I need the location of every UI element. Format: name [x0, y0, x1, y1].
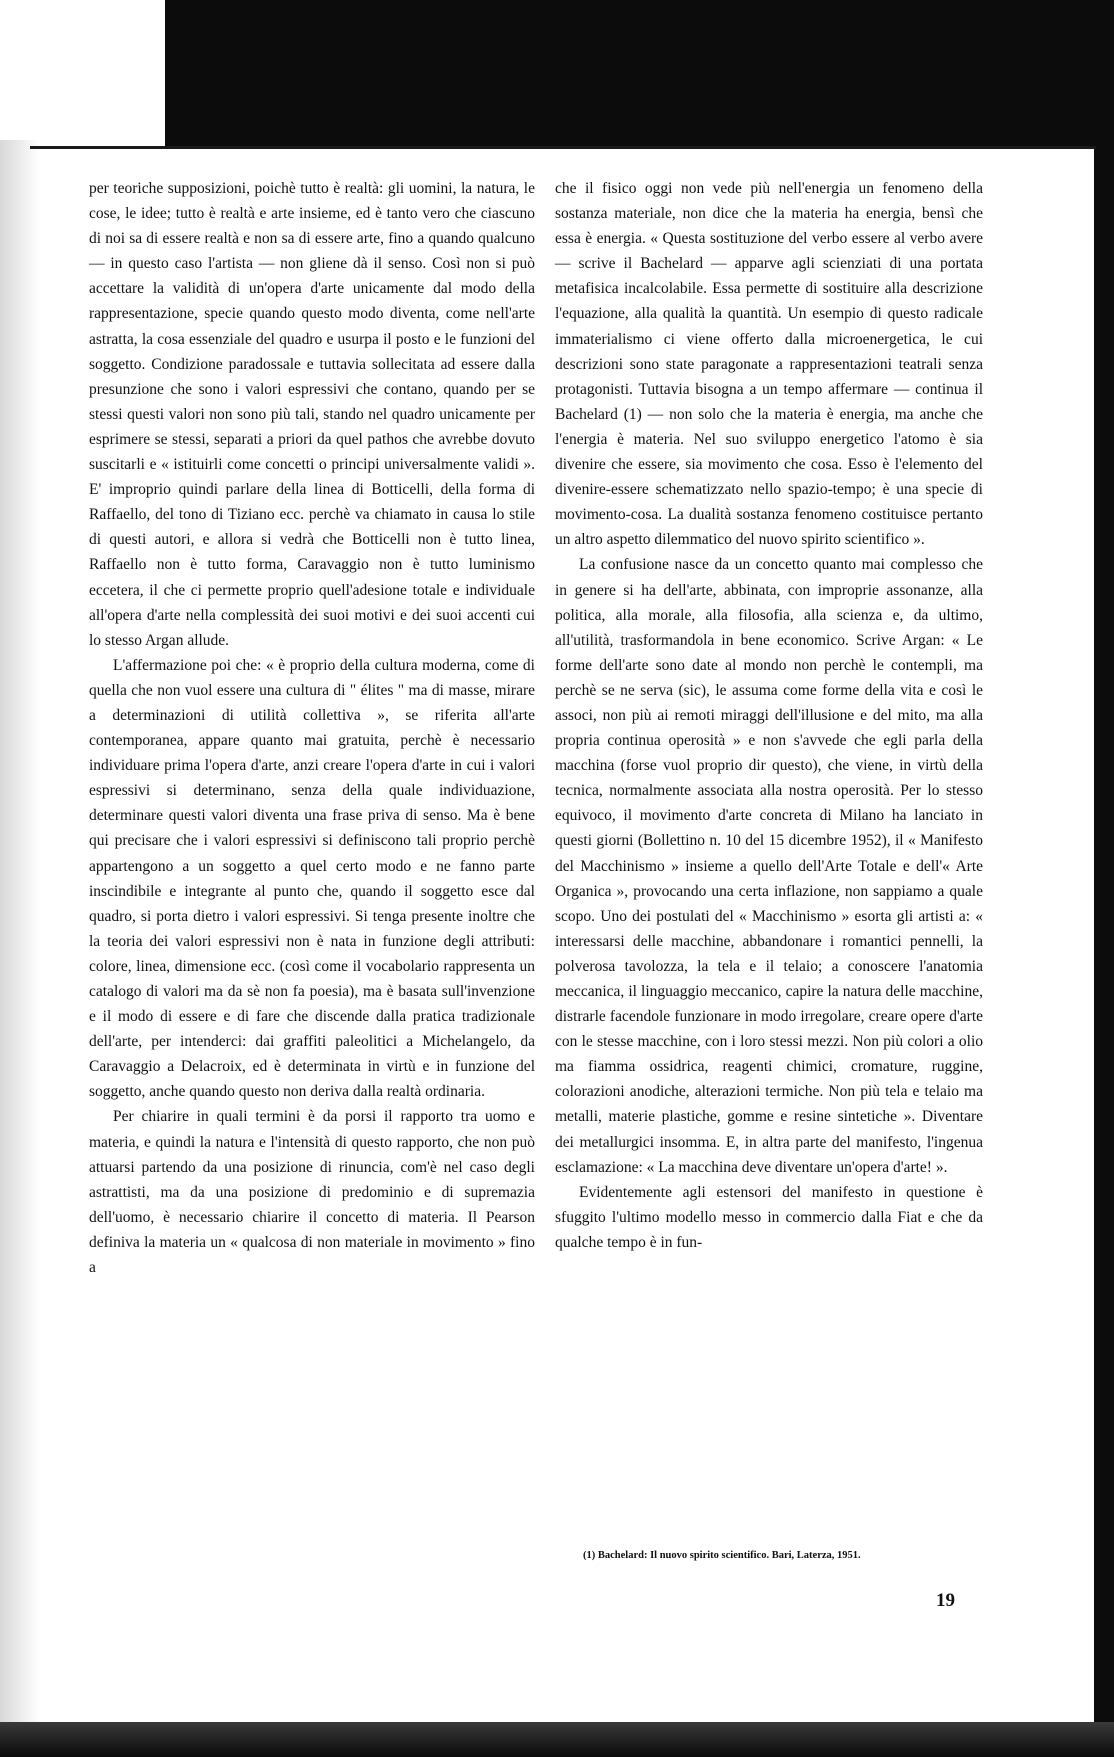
left-column: [89, 176, 535, 1280]
page-number: 19: [936, 1590, 955, 1611]
right-column: [555, 176, 983, 1255]
scan-edge-right: [1094, 0, 1114, 1757]
page-top-rule: [30, 146, 1096, 149]
scan-edge-bottom: [0, 1722, 1114, 1757]
scan-edge-left: [0, 140, 40, 1740]
paragraph: Evidentemente agli estensori del manifesto in questione è sfuggito l'ultimo modello messo in commercio dalla Fiat e che da qualche tempo è in fun-: [555, 1183, 983, 1251]
scan-dark-band: [165, 0, 1114, 148]
footnote: (1) Bachelard: Il nuovo spirito scientifico. Bari, Laterza, 1951.: [583, 1550, 861, 1561]
paragraph: per teoriche supposizioni, poichè tutto è realtà: gli uomini, la natura, le cose, le idee; tutto è realtà e arte insieme, ed è tanto vero che ciascuno di noi sa di essere realtà e non sa di essere arte, fino a quando qualcuno — in questo caso l'artista — non gliene dà il senso. Così non si può accettare la validità di un'opera d'arte unicamente dal modo della rappresentazione, specie quando questo modo diventa, come nell'arte astratta, la cosa essenziale del quadro e usurpa il posto e le funzioni del soggetto. Condizione paradossale e tuttavia sollecitata ad essere dalla presunzione che sono i valori espressivi che contano, quando per se stessi questi valori non sono più tali, stando nel quadro unicamente per esprimere se stessi, separati a priori da quel pathos che avrebbe dovuto suscitarli e « istituirli come concetti o principi universalmente validi ». E' improprio quindi parlare della linea di Botticelli, della forma di Raffaello, del tono di Tiziano ecc. perchè va chiamato in causa lo stile di questi autori, e allora si vedrà che Botticelli non è tutto linea, Raffaello non è tutto forma, Caravaggio non è tutto luminismo eccetera, il che ci permette proprio quell'adesione totale e individuale all'opera d'arte nella complessità dei suoi motivi e dei suoi accenti cui lo stesso Argan allude.: [89, 180, 535, 649]
paragraph: che il fisico oggi non vede più nell'energia un fenomeno della sostanza materiale, non dice che la materia ha energia, bensì che essa è energia. « Questa sostituzione del verbo essere al verbo avere — scrive il Bachelard — apparve agli scienziati di una portata metafisica incalcolabile. Essa permette di sostituire alla descrizione l'equazione, alla qualità la quantità. Un esempio di questo radicale immaterialismo ci viene offerto dalla microenergetica, le cui descrizioni sono state paragonate a rappresentazioni teatrali senza protagonisti. Tuttavia bisogna a un tempo affermare — continua il Bachelard (1) — non solo che la materia è energia, ma anche che l'energia è materia. Nel suo sviluppo energetico l'atomo è sia divenire che essere, sia movimento che cosa. Esso è l'elemento del divenire-essere schematizzato nello spazio-tempo; è una specie di movimento-cosa. La dualità sostanza fenomeno costituisce pertanto un altro aspetto dilemmatico del nuovo spirito scientifico ».: [555, 180, 983, 549]
paragraph: L'affermazione poi che: « è proprio della cultura moderna, come di quella che non vuol essere una cultura di " élites " ma di masse, mirare a determinazioni di utilità collettiva », se riferita all'arte contemporanea, appare quanto mai gratuita, perchè è necessario individuare prima l'opera d'arte, anzi creare l'opera d'arte in cui i valori espressivi si determinano, senza della quale individuazione, determinare questi valori diventa una frase priva di senso. Ma è bene qui precisare che i valori espressivi si definiscono tali proprio perchè appartengono a un soggetto a quel certo modo e ne fanno parte inscindibile e integrante al punto che, quando il soggetto esce dal quadro, si porta dietro i valori espressivi. Si tenga presente inoltre che la teoria dei valori espressivi non è nata in funzione degli attributi: colore, linea, dimensione ecc. (così come il vocabolario rappresenta un catalogo di valori ma da sè non fa poesia), ma è basata sull'invenzione e il modo di essere e di fare che discende dalla pratica tradizionale dell'arte, per intenderci: dai graffiti paleolitici a Michelangelo, da Caravaggio a Delacroix, ed è determinata in virtù e in funzione del soggetto, anche quando questo non deriva dalla realtà ordinaria.: [89, 656, 535, 1101]
paragraph: Per chiarire in quali termini è da porsi il rapporto tra uomo e materia, e quindi la natura e l'intensità di questo rapporto, che non può attuarsi partendo da una posizione di rinuncia, com'è nel caso degli astrattisti, ma da una posizione di predominio e di supremazia dell'uomo, è necessario chiarire il concetto di materia. Il Pearson definiva la materia un « qualcosa di non materiale in movimento » fino a: [89, 1108, 535, 1277]
paragraph: La confusione nasce da un concetto quanto mai complesso che in genere si ha dell'arte, abbinata, con improprie assonanze, alla politica, alla morale, alla filosofia, alla scienza e, da ultimo, all'utilità, trasformandola in bene economico. Scrive Argan: « Le forme dell'arte sono date al mondo non perchè le contempli, ma perchè se ne serva (sic), le assuma come forme della vita e così le associ, non più ai remoti miraggi dell'illusione e del mito, ma alla propria continua operosità » e non s'avvede che egli parla della macchina (forse vuol proprio dir questo), che viene, in virtù della tecnica, normalmente associata alla nostra operosità. Per lo stesso equivoco, il movimento d'arte concreta di Milano ha lanciato in questi giorni (Bollettino n. 10 del 15 dicembre 1952), il « Manifesto del Macchinismo » insieme a quello dell'Arte Totale e dell'« Arte Organica », provocando una certa inflazione, non sappiamo a quale scopo. Uno dei postulati del « Macchinismo » esorta gli artisti a: « interessarsi delle macchine, abbandonare i romantici pennelli, la polverosa tavolozza, la tela e il telaio; a conoscere l'anatomia meccanica, il linguaggio meccanico, capire la natura delle macchine, distrarle facendole funzionare in modo irregolare, creare opere d'arte con le stesse macchine, con i loro stessi mezzi. Non più colori a olio ma fiamma ossidrica, reagenti chimici, cromature, ruggine, colorazioni anodiche, alterazioni termiche. Non più tela e telaio ma metalli, materie plastiche, gomme e resine sintetiche ». Diventare dei metallurgici insomma. E, in altra parte del manifesto, l'ingenua esclamazione: « La macchina deve diventare un'opera d'arte! ».: [555, 556, 983, 1176]
